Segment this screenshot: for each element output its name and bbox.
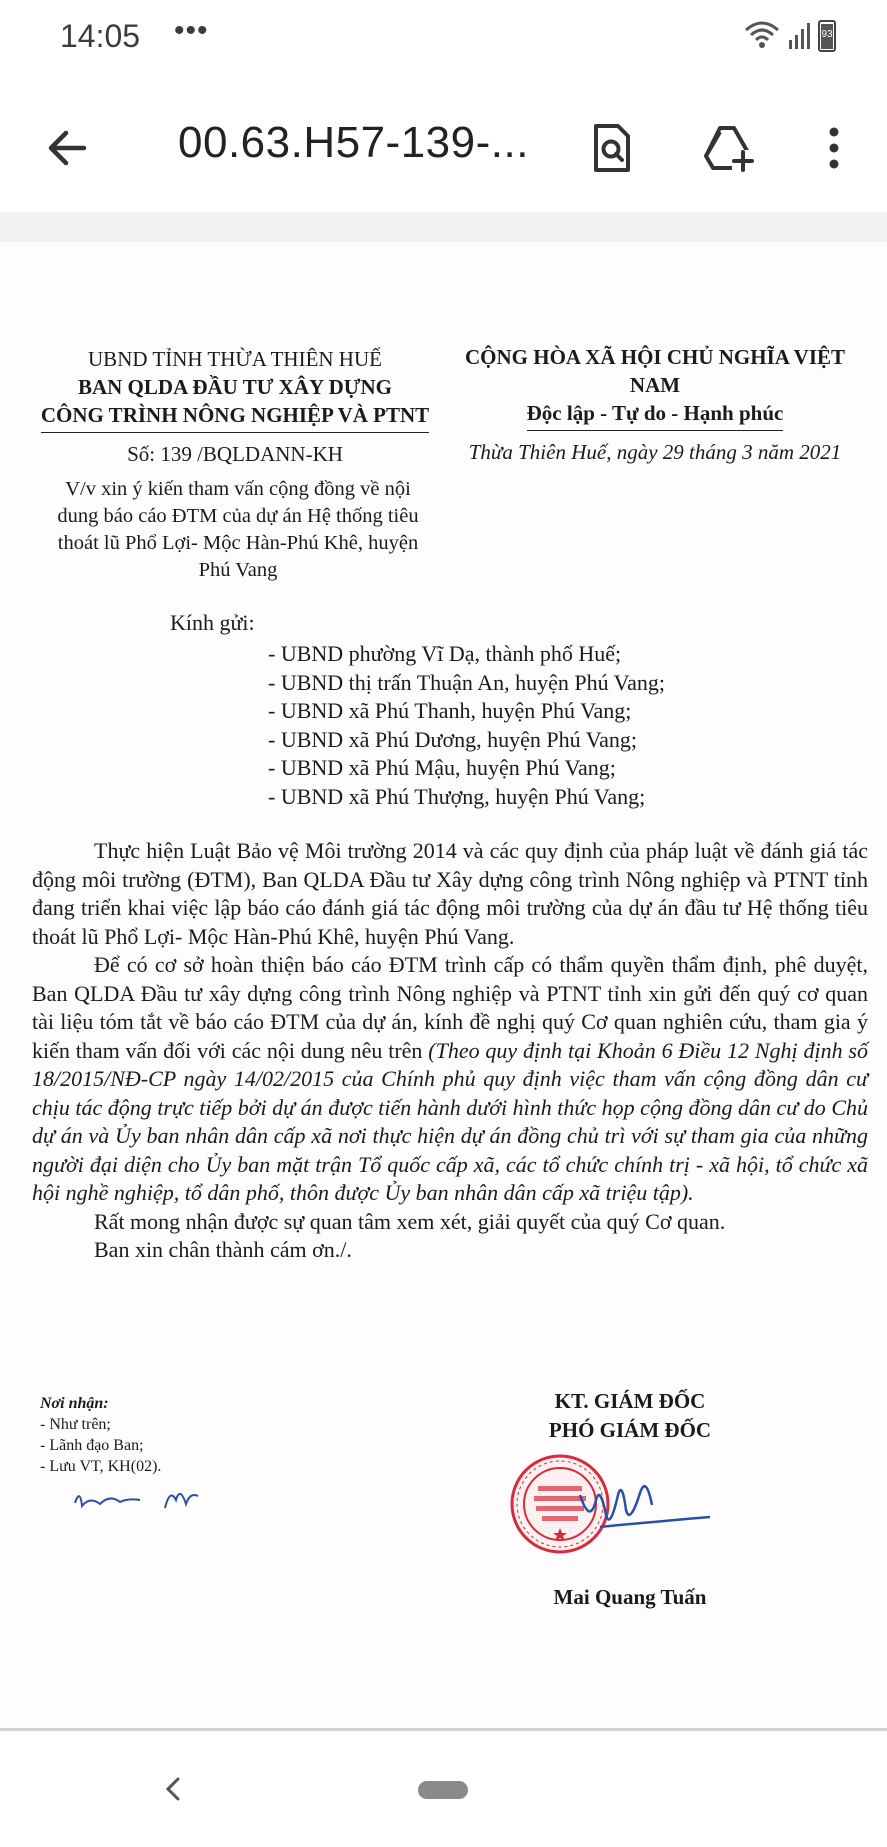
document-number: Số: 139 /BQLDANN-KH — [127, 442, 343, 466]
more-options-icon[interactable] — [806, 120, 862, 176]
distribution-item: - Lưu VT, KH(02). — [40, 1458, 162, 1475]
home-pill-button[interactable] — [418, 1781, 468, 1799]
issuer-header — [25, 345, 445, 433]
recipient-item: - UBND phường Vĩ Dạ, thành phố Huế; — [268, 641, 622, 666]
recipient-item: - UBND thị trấn Thuận An, huyện Phú Vang; — [268, 669, 665, 695]
body-paragraph — [32, 951, 868, 1208]
body-citation: (Theo quy định tại Khoản 6 Điều 12 Nghị định số 18/2015/NĐ-CP ngày 14/02/2015 của Chính phủ quy định việc tham vấn cộng đồng dân cư chịu tác động trực tiếp bởi dự án được tiến hành dưới hình thức họp cộng đồng dân cư do Chủ dự án và Ủy ban nhân dân cấp xã nơi thực hiện dự án đồng chủ trì với sự tham gia của những người đại diện cho Ủy ban mặt trận Tổ quốc cấp xã, các tổ chức chính trị - xã hội, tổ chức xã hội nghề nghiệp, tổ dân phố, thôn được Ủy ban nhân dân cấp xã triệu tập). — [32, 1037, 868, 1205]
distribution-item: - Như trên; — [40, 1416, 111, 1433]
document-subject — [28, 476, 448, 584]
subject-line: thoát lũ Phổ Lợi- Mộc Hàn-Phú Khê, huyện — [57, 532, 419, 554]
recipient-list — [268, 640, 665, 811]
status-time: 14:05 — [60, 18, 141, 54]
body-paragraph: Rất mong nhận được sự quan tâm xem xét, giải quyết của quý Cơ quan. — [94, 1208, 726, 1234]
document-date: Thừa Thiên Huế, ngày 29 tháng 3 năm 2021 — [468, 440, 842, 464]
recipient-item: - UBND xã Phú Thanh, huyện Phú Vang; — [268, 698, 632, 723]
battery-icon — [818, 20, 836, 52]
national-motto: Độc lập - Tự do - Hạnh phúc — [527, 399, 784, 431]
handwritten-signature — [560, 1465, 720, 1555]
nav-back-icon[interactable] — [158, 1771, 188, 1807]
recipient-item: - UBND xã Phú Thượng, huyện Phú Vang; — [268, 783, 646, 809]
app-toolbar — [0, 80, 887, 210]
battery-level: 93 — [821, 29, 833, 40]
back-arrow-icon[interactable] — [40, 120, 96, 176]
subject-line: Phú Vang — [198, 559, 278, 581]
add-to-drive-icon[interactable] — [700, 120, 756, 176]
signal-icon — [788, 22, 814, 50]
notification-dots-icon: ••• — [174, 14, 209, 47]
subject-line: dung báo cáo ĐTM của dự án Hệ thống tiêu — [57, 505, 419, 527]
signature-title-line: KT. GIÁM ĐỐC — [554, 1389, 706, 1413]
national-title: CỘNG HÒA XÃ HỘI CHỦ NGHĨA VIỆT NAM — [465, 345, 845, 397]
distribution-list — [40, 1393, 161, 1477]
document-body — [32, 837, 868, 1265]
body-paragraph: Ban xin chân thành cám ơn./. — [94, 1237, 352, 1262]
issuer-province: UBND TỈNH THỪA THIÊN HUẾ — [88, 347, 382, 371]
wifi-icon — [744, 20, 780, 50]
distribution-item: - Lãnh đạo Ban; — [40, 1437, 144, 1454]
issuer-agency: BAN QLDA ĐẦU TƯ XÂY DỰNG — [77, 375, 393, 399]
salutation: Kính gửi: — [170, 610, 255, 635]
signature-title-line: PHÓ GIÁM ĐỐC — [548, 1418, 712, 1442]
signature-title — [480, 1387, 780, 1445]
recipient-item: - UBND xã Phú Dương, huyện Phú Vang; — [268, 726, 638, 752]
recipient-item: - UBND xã Phú Mậu, huyện Phú Vang; — [268, 755, 616, 780]
issuer-agency-sub: CÔNG TRÌNH NÔNG NGHIỆP VÀ PTNT — [41, 401, 429, 433]
document-title: 00.63.H57-139-... — [178, 118, 529, 167]
status-bar — [0, 0, 887, 80]
subject-line: V/v xin ý kiến tham vấn cộng đồng về nội — [65, 478, 411, 500]
distribution-title: Nơi nhận: — [40, 1395, 109, 1412]
body-paragraph: Thực hiện Luật Bảo vệ Môi trường 2014 và các quy định của pháp luật về đánh giá tác động môi trường (ĐTM), Ban QLDA Đầu tư Xây dựng công trình Nông nghiệp và PTNT tỉnh đang triển khai việc lập báo cáo đánh giá tác động môi trường của dự án đầu tư Hệ thống tiêu thoát lũ Phổ Lợi- Mộc Hàn-Phú Khê, huyện Phú Vang. — [32, 838, 868, 949]
search-in-document-icon[interactable] — [584, 120, 640, 176]
handwritten-initials — [70, 1478, 210, 1518]
signer-name: Mai Quang Tuấn — [553, 1585, 707, 1609]
national-header — [445, 343, 865, 431]
body-text: Để có cơ sở hoàn thiện báo cáo ĐTM trình cấp có thẩm quyền thẩm định, phê duyệt, Ban QLDA Đầu tư xây dựng công trình Nông nghiệp và PTNT tỉnh xin gửi đến quý cơ quan tài liệu tóm tắt về báo cáo ĐTM của dự án, kính đề nghị quý Cơ quan nghiên cứu, tham gia ý kiến tham vấn đối với các nội dung nêu trên — [32, 952, 868, 1063]
system-nav-bar — [0, 1731, 887, 1847]
